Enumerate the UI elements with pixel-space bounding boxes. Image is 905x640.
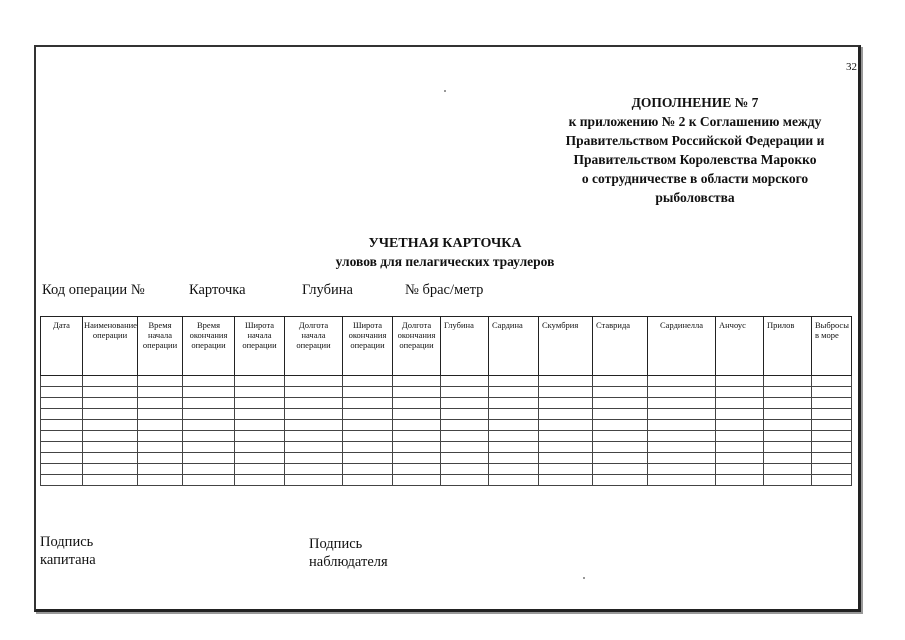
table-cell <box>83 409 138 420</box>
col-anchovy: Анчоус <box>716 317 764 376</box>
table-header-row <box>41 317 852 376</box>
table-cell <box>593 453 648 464</box>
table-cell <box>648 453 716 464</box>
table-cell <box>343 409 393 420</box>
table-cell <box>648 420 716 431</box>
table-cell <box>489 442 539 453</box>
page-number: 32 <box>846 61 857 73</box>
table-cell <box>138 420 183 431</box>
captain-signature <box>40 533 96 569</box>
table-cell <box>764 376 812 387</box>
table-cell <box>648 398 716 409</box>
table-cell <box>716 475 764 486</box>
observer-signature <box>309 535 388 571</box>
table-cell <box>593 475 648 486</box>
table-cell <box>716 464 764 475</box>
appendix-line: ДОПОЛНЕНИЕ № 7 <box>631 95 759 110</box>
table-row <box>41 442 852 453</box>
table-cell <box>83 431 138 442</box>
table-cell <box>489 420 539 431</box>
table-cell <box>393 442 441 453</box>
table-cell <box>343 398 393 409</box>
table-cell <box>441 376 489 387</box>
table-cell <box>489 431 539 442</box>
col-discards: Выбросы в море <box>812 317 852 376</box>
table-cell <box>235 475 285 486</box>
appendix-line: к приложению № 2 к Соглашению между <box>568 114 822 129</box>
captain-signature-role: капитана <box>40 552 96 568</box>
table-cell <box>183 420 235 431</box>
table-cell <box>441 409 489 420</box>
table-cell <box>812 431 852 442</box>
table-cell <box>235 376 285 387</box>
table-cell <box>183 387 235 398</box>
appendix-line: Правительством Российской Федерации и <box>565 133 825 148</box>
col-depth: Глубина <box>441 317 489 376</box>
table-cell <box>285 420 343 431</box>
table-cell <box>83 398 138 409</box>
table-cell <box>648 431 716 442</box>
table-cell <box>285 376 343 387</box>
table-cell <box>343 442 393 453</box>
table-cell <box>393 387 441 398</box>
table-cell <box>235 453 285 464</box>
col-bycatch: Прилов <box>764 317 812 376</box>
table-cell <box>285 409 343 420</box>
table-cell <box>83 387 138 398</box>
table-cell <box>285 431 343 442</box>
table-cell <box>285 453 343 464</box>
table-cell <box>285 442 343 453</box>
table-cell <box>83 442 138 453</box>
table-cell <box>138 398 183 409</box>
table-row <box>41 431 852 442</box>
table-row <box>41 464 852 475</box>
table-row <box>41 376 852 387</box>
table-cell <box>138 409 183 420</box>
table-cell <box>764 409 812 420</box>
table-cell <box>539 409 593 420</box>
table-cell <box>393 464 441 475</box>
table-cell <box>41 420 83 431</box>
table-cell <box>593 420 648 431</box>
observer-signature-role: наблюдателя <box>309 554 388 570</box>
col-end-latitude: Широта окончания операции <box>343 317 393 376</box>
table-cell <box>764 398 812 409</box>
table-cell <box>716 398 764 409</box>
table-cell <box>648 475 716 486</box>
table-cell <box>441 398 489 409</box>
table-cell <box>441 464 489 475</box>
table-cell <box>235 431 285 442</box>
table-cell <box>812 442 852 453</box>
table-cell <box>183 475 235 486</box>
table-cell <box>812 376 852 387</box>
scan-speck <box>444 90 446 92</box>
table-cell <box>489 453 539 464</box>
table-cell <box>183 409 235 420</box>
table-row <box>41 453 852 464</box>
table-cell <box>183 431 235 442</box>
table-cell <box>83 453 138 464</box>
table-cell <box>183 464 235 475</box>
table-cell <box>489 464 539 475</box>
table-cell <box>41 442 83 453</box>
table-cell <box>539 442 593 453</box>
table-cell <box>393 376 441 387</box>
table-cell <box>41 475 83 486</box>
table-cell <box>716 387 764 398</box>
table-cell <box>41 398 83 409</box>
table-cell <box>812 387 852 398</box>
table-cell <box>183 376 235 387</box>
table-cell <box>41 453 83 464</box>
table-cell <box>183 442 235 453</box>
table-cell <box>539 398 593 409</box>
table-cell <box>593 431 648 442</box>
table-cell <box>235 420 285 431</box>
title-sub: уловов для пелагических траулеров <box>335 254 555 269</box>
table-cell <box>593 387 648 398</box>
table-cell <box>235 464 285 475</box>
table-cell <box>812 475 852 486</box>
table-cell <box>235 409 285 420</box>
col-start-time: Время начала операции <box>138 317 183 376</box>
col-end-longitude: Долгота окончания операции <box>393 317 441 376</box>
table-row <box>41 398 852 409</box>
table-cell <box>764 453 812 464</box>
table-cell <box>83 475 138 486</box>
table-cell <box>441 431 489 442</box>
table-cell <box>393 398 441 409</box>
scan-speck <box>583 577 585 579</box>
table-cell <box>716 420 764 431</box>
appendix-line: о сотрудничестве в области морского <box>581 171 809 186</box>
table-cell <box>489 387 539 398</box>
table-cell <box>764 387 812 398</box>
table-cell <box>285 464 343 475</box>
table-cell <box>716 431 764 442</box>
table-cell <box>343 464 393 475</box>
table-cell <box>489 409 539 420</box>
table-cell <box>235 442 285 453</box>
table-cell <box>441 453 489 464</box>
table-cell <box>593 442 648 453</box>
table-row <box>41 409 852 420</box>
table-cell <box>285 398 343 409</box>
col-date: Дата <box>41 317 83 376</box>
table-cell <box>489 398 539 409</box>
table-cell <box>648 387 716 398</box>
col-sardine: Сардина <box>489 317 539 376</box>
table-cell <box>539 475 593 486</box>
col-start-longitude: Долгота начала операции <box>285 317 343 376</box>
table-cell <box>138 464 183 475</box>
table-cell <box>41 387 83 398</box>
table-cell <box>812 453 852 464</box>
appendix-line: рыболовства <box>655 190 735 205</box>
table-cell <box>441 442 489 453</box>
table-cell <box>764 464 812 475</box>
table-cell <box>343 431 393 442</box>
col-operation-name: Наименование операции <box>83 317 138 376</box>
table-cell <box>648 442 716 453</box>
table-cell <box>539 387 593 398</box>
table-cell <box>343 376 393 387</box>
table-cell <box>716 376 764 387</box>
col-horse-mackerel: Ставрида <box>593 317 648 376</box>
table-cell <box>183 398 235 409</box>
table-cell <box>138 453 183 464</box>
table-cell <box>539 420 593 431</box>
table-cell <box>716 453 764 464</box>
table-cell <box>393 475 441 486</box>
table-cell <box>41 409 83 420</box>
captain-signature-label: Подпись <box>40 534 94 550</box>
appendix-line: Правительством Королевства Марокко <box>573 152 817 167</box>
table-cell <box>539 453 593 464</box>
table-cell <box>539 431 593 442</box>
depth-field: Глубина <box>302 282 353 298</box>
table-cell <box>235 398 285 409</box>
table-row <box>41 475 852 486</box>
operation-code-field: Код операции № <box>42 282 145 298</box>
table-cell <box>812 464 852 475</box>
table-cell <box>83 464 138 475</box>
table-row <box>41 420 852 431</box>
table-cell <box>41 431 83 442</box>
table-cell <box>138 431 183 442</box>
table-cell <box>593 376 648 387</box>
table-cell <box>812 420 852 431</box>
table-cell <box>489 376 539 387</box>
table-cell <box>593 409 648 420</box>
table-cell <box>764 442 812 453</box>
table-cell <box>83 420 138 431</box>
table-cell <box>441 387 489 398</box>
table-cell <box>539 376 593 387</box>
table-cell <box>441 475 489 486</box>
document-title <box>300 235 590 271</box>
col-mackerel: Скумбрия <box>539 317 593 376</box>
table-cell <box>138 387 183 398</box>
net-meter-field: № брас/метр <box>405 282 484 298</box>
table-row <box>41 387 852 398</box>
observer-signature-label: Подпись <box>309 536 363 552</box>
table-cell <box>138 442 183 453</box>
table-cell <box>41 376 83 387</box>
table-cell <box>343 475 393 486</box>
table-cell <box>593 464 648 475</box>
table-cell <box>764 475 812 486</box>
table-cell <box>393 431 441 442</box>
table-cell <box>393 453 441 464</box>
title-main: УЧЕТНАЯ КАРТОЧКА <box>368 236 522 251</box>
table-cell <box>764 431 812 442</box>
table-cell <box>83 376 138 387</box>
table-cell <box>343 420 393 431</box>
table-cell <box>235 387 285 398</box>
table-cell <box>648 376 716 387</box>
table-cell <box>648 464 716 475</box>
table-cell <box>716 409 764 420</box>
table-cell <box>539 464 593 475</box>
table-cell <box>138 475 183 486</box>
table-cell <box>812 398 852 409</box>
table-cell <box>648 409 716 420</box>
table-cell <box>285 387 343 398</box>
table-cell <box>812 409 852 420</box>
col-end-time: Время окончания операции <box>183 317 235 376</box>
col-start-latitude: Широта начала операции <box>235 317 285 376</box>
table-cell <box>393 420 441 431</box>
col-sardinella: Сардинелла <box>648 317 716 376</box>
appendix-heading <box>540 93 850 207</box>
catch-table <box>40 316 852 486</box>
table-cell <box>593 398 648 409</box>
card-field: Карточка <box>189 282 246 298</box>
table-cell <box>441 420 489 431</box>
table-cell <box>183 453 235 464</box>
table-cell <box>343 453 393 464</box>
table-cell <box>764 420 812 431</box>
table-cell <box>489 475 539 486</box>
table-cell <box>716 442 764 453</box>
table-cell <box>343 387 393 398</box>
table-cell <box>41 464 83 475</box>
table-cell <box>393 409 441 420</box>
table-cell <box>285 475 343 486</box>
table-cell <box>138 376 183 387</box>
